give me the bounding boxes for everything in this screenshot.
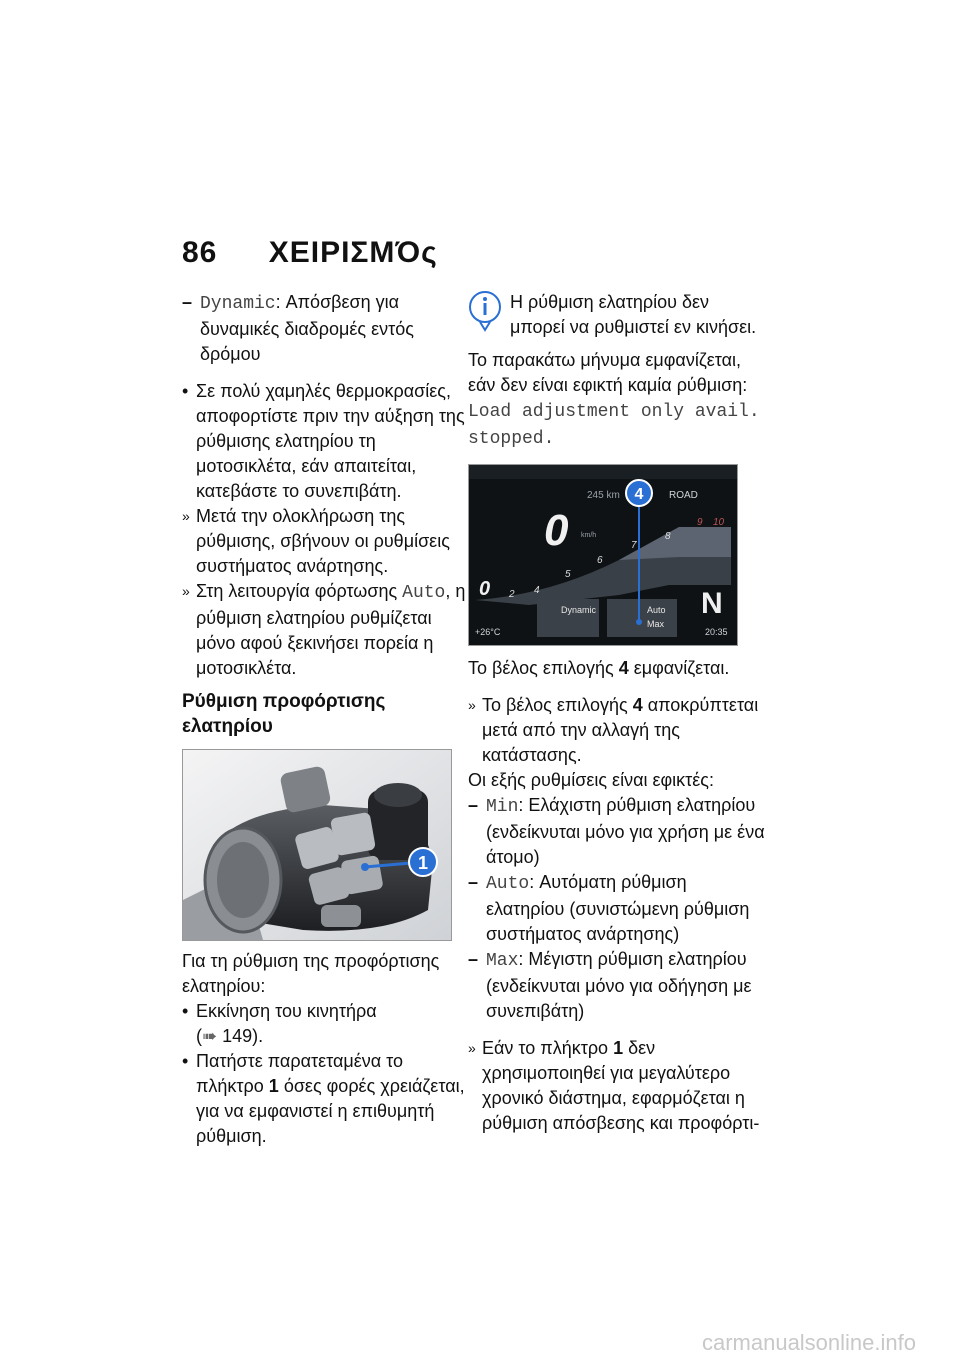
rpm-tick: 6 (597, 555, 603, 566)
dash-marker: – (468, 795, 479, 815)
key-ref: 1 (613, 1038, 624, 1058)
setting-auto: – Auto: Αυτόματη ρύθμιση ελατηρίου (συνιστώμενη ρύθμιση συστήματος ανάρτησης) (468, 870, 768, 947)
clock: 20:35 (705, 627, 728, 637)
section-title: ΧΕΙΡΙΣΜΌς (268, 236, 438, 269)
bullet-cold-text: Σε πολύ χαμηλές θερμοκρασίες, αποφορτίστε πριν την αύξηση της ρύθμισης ελατηρίου τη μοτοσικλέτα, εάν απαιτείται, κατεβάστε το συνεπιβάτη. (196, 381, 465, 501)
result-1-text: Μετά την ολοκλήρωση της ρύθμισης, σβήνουν οι ρυθμίσεις συστήματος ανάρτησης. (196, 506, 450, 576)
result-1 (182, 504, 472, 579)
message-code: Load adjustment only avail. stopped. (468, 402, 760, 449)
rpm-tick: 5 (565, 569, 571, 580)
result-2-post: , η ρύθμιση ελατηρίου ρυθμίζεται μόνο αφού ξεκινήσει πορεία η μοτοσικλέτα. (196, 581, 466, 678)
load-label-auto: Auto (647, 605, 666, 615)
rpm-tick: 4 (534, 585, 540, 596)
bullet-engine: • Εκκίνηση του κινητήρα (➠ 149). (182, 999, 472, 1049)
bullet-marker: • (182, 1001, 189, 1021)
result-marker: » (468, 697, 476, 713)
bullet-press-pre: Πατήστε παρατεταμένα το πλήκτρο (196, 1051, 404, 1096)
message-intro: Το παρακάτω μήνυμα εμφανίζεται, εάν δεν είναι εφικτή καμία ρύθμιση: Load adjustment only avail. stopped. (468, 350, 760, 449)
bullet-press-post: όσες φορές χρειάζεται, για να εμφανιστεί η επιθυμητή ρύθμιση. (196, 1076, 465, 1146)
key-ref: 1 (268, 1076, 279, 1096)
result-arrow-hides: » Το βέλος επιλογής 4 αποκρύπτεται μετά από την αλλαγή της κατάστασης. (468, 693, 768, 768)
right-column (468, 290, 768, 1144)
tft-display-figure (468, 464, 738, 646)
auto-code: Auto (486, 874, 530, 894)
damping-label: Dynamic (561, 605, 597, 615)
left-column (182, 290, 472, 1157)
settings-intro: Οι εξής ρυθμίσεις είναι εφικτές: (468, 770, 714, 790)
result-marker: » (182, 508, 190, 524)
result-last: » Εάν το πλήκτρο 1 δεν χρησιμοποιηθεί για μεγαλύτερο χρονικό διάστημα, εφαρμόζεται η ρύθμιση απόσβεσης και προφόρτι- (468, 1036, 768, 1136)
page-ref-arrow-icon: ➠ (202, 1026, 218, 1046)
dash-marker: – (468, 949, 479, 969)
tft-display (469, 465, 737, 645)
page-number: 86 (182, 236, 218, 269)
temperature: +26°C (475, 627, 501, 637)
dynamic-text: : Απόσβεση για δυναμικές διαδρομές εντός δρόμου (200, 292, 414, 364)
arrow-appears: Το βέλος επιλογής 4 εμφανίζεται. (468, 658, 730, 678)
rpm-tick: 8 (665, 531, 671, 542)
dynamic-list-item (182, 290, 472, 367)
speed-value: 0 (544, 506, 569, 555)
result-2-pre: Στη λειτουργία φόρτωσης (196, 581, 403, 601)
bullet-engine-text: Εκκίνηση του κινητήρα (196, 1001, 377, 1021)
watermark: carmanualsonline.info (701, 1330, 916, 1355)
result-marker: » (468, 1040, 476, 1056)
load-box (607, 599, 677, 637)
min-code: Min (486, 797, 519, 817)
load-label-max: Max (647, 619, 665, 629)
result-2 (182, 579, 472, 681)
dash-marker: – (182, 292, 193, 312)
figure2-callout: 4 (634, 486, 644, 503)
key-ref: 4 (632, 695, 643, 715)
figure1-callout: 1 (417, 853, 429, 873)
handlebar-switch-figure (182, 749, 452, 941)
setting-min: – Min: Ελάχιστη ρύθμιση ελατηρίου (ενδείκνυται μόνο για χρήση με ένα άτομο) (468, 793, 768, 870)
rpm-tick: 2 (509, 589, 515, 600)
fuel-range: 245 km (587, 490, 620, 501)
bullet-marker: • (182, 1051, 189, 1071)
bullet-marker: • (182, 381, 189, 401)
svg-text:0: 0 (479, 578, 491, 600)
setting-max: – Max: Μέγιστη ρύθμιση ελατηρίου (ενδείκνυται μόνο για οδήγηση με συνεπιβάτη) (468, 947, 768, 1024)
dash-marker: – (468, 872, 479, 892)
dynamic-code: Dynamic (200, 294, 276, 314)
rpm-tick: 7 (631, 540, 637, 551)
info-note (468, 290, 768, 340)
section-heading: Ρύθμιση προφόρτισης ελατηρίου (182, 691, 386, 737)
page-ref[interactable]: 149). (217, 1026, 264, 1046)
speed-unit: km/h (581, 532, 597, 539)
rpm-tick: 10 (713, 517, 725, 528)
info-text: Η ρύθμιση ελατηρίου δεν μπορεί να ρυθμιστεί εν κινήσει. (510, 292, 757, 337)
gear-indicator: N (701, 587, 723, 620)
max-code: Max (486, 951, 519, 971)
riding-mode: ROAD (669, 490, 698, 501)
info-icon (468, 290, 504, 340)
bullet-press (182, 1049, 472, 1149)
rpm-tick: 9 (697, 517, 703, 528)
intro-text: Για τη ρύθμιση της προφόρτισης ελατηρίου: (182, 951, 440, 996)
page-header (182, 236, 438, 270)
result-marker: » (182, 583, 190, 599)
bullet-cold (182, 379, 472, 504)
handlebar-illustration (183, 750, 451, 940)
key-ref: 4 (618, 658, 629, 678)
auto-code: Auto (402, 583, 446, 603)
